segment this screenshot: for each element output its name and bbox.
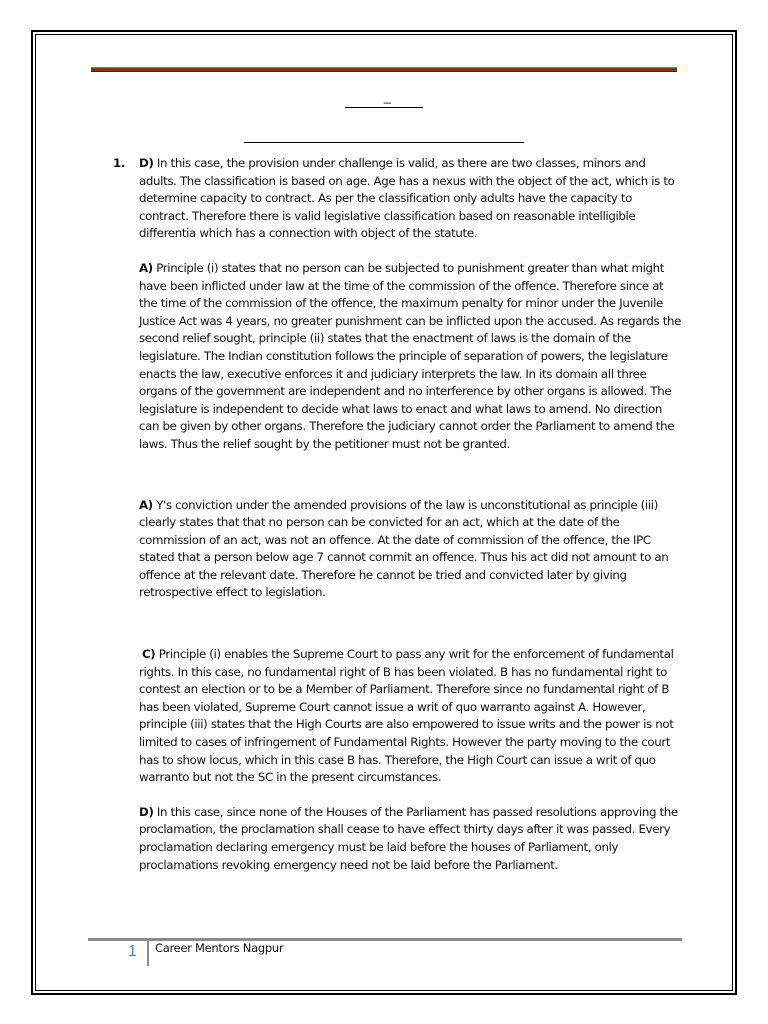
answer-text: In this case, the provision under challenge is valid, as there are two classes, minors and adults. The classification is based on age. Age has a nexus with the object of the act, which is to determine capacity to contract. As per the classification only adults have the capacity to contract. Therefore there is valid legislative classification based on reasonable intelligible differentia which has a connection with object of the statute.	[139, 156, 675, 241]
answer-text: In this case, since none of the Houses of the Parliament has passed resolutions approving the proclamation, the proclamation shall cease to have effect thirty days after it was passed. Every proclamation declaring emergency must be laid before the houses of Parliament, only proclamations revoking emergency need not be laid before the Parliament.	[139, 804, 678, 872]
answer-tag: A)	[139, 497, 153, 512]
answer-paragraph	[139, 804, 683, 874]
subtitle-underline	[244, 142, 524, 143]
page-number: 1	[128, 943, 137, 960]
answer-tag: C)	[142, 647, 156, 662]
answer-text: Principle (i) states that no person can be subjected to punishment greater than what might have been inflicted under law at the time of the commission of the offence. Therefore since at the time of the commission of the offence, the maximum penalty for minor under the Juvenile Justice Act was 4 years, no greater punishment can be inflicted upon the accused. As regards the second relief sought, principle (ii) states that the enactment of laws is the domain of the legislature. The Indian constitution follows the principle of separation of powers, the legislature enacts the law, executive enforces it and judiciary interprets the law. In its domain all three organs of the government are independent and no interference by other organs is allowed. The legislature is independent to decide what laws to enact and what laws to amend. No direction can be given by other organs. Therefore the judiciary cannot order the Parliament to amend the laws. Thus the relief sought by the petitioner must not be granted.	[139, 260, 682, 451]
answer-tag: A)	[139, 260, 153, 275]
title-underline	[345, 107, 423, 108]
answer-tag: D)	[139, 804, 154, 819]
answer-paragraph	[139, 646, 683, 787]
answer-text: Y's conviction under the amended provisions of the law is unconstitutional as principle (iii) clearly states that that no person can be convicted for an act, which at the date of the commission of an act, was not an offence. At the date of commission of the offence, the IPC stated that a person below age 7 cannot commit an offence. Thus his act did not amount to an offence at the relevant date. Therefore he cannot be tried and convicted later by giving retrospective effect to legislation.	[139, 497, 669, 600]
answer-tag: D)	[139, 156, 154, 170]
answer-paragraph	[139, 497, 683, 603]
answer-paragraph	[139, 260, 683, 454]
header-rule	[91, 67, 677, 72]
document-body	[113, 155, 683, 874]
title-mark: _	[384, 90, 391, 104]
footer-text: Career Mentors Nagpur	[155, 941, 284, 955]
item-number: 1.	[113, 156, 125, 170]
answer-text: Principle (i) enables the Supreme Court to pass any writ for the enforcement of fundamental rights. In this case, no fundamental right of B has been violated. B has no fundamental right to contest an election or to be a Member of Parliament. Therefore since no fundamental right of B has been violated, Supreme Court cannot issue a writ of quo warranto against A. However, principle (iii) states that the High Courts are also empowered to issue writs and the power is not limited to cases of infringement of Fundamental Rights. However the party moving to the court has to show locus, which in this case B has. Therefore, the High Court can issue a writ of quo warranto but not the SC in the present circumstances.	[139, 647, 674, 785]
footer-divider	[147, 940, 149, 966]
answer-paragraph	[139, 155, 683, 243]
